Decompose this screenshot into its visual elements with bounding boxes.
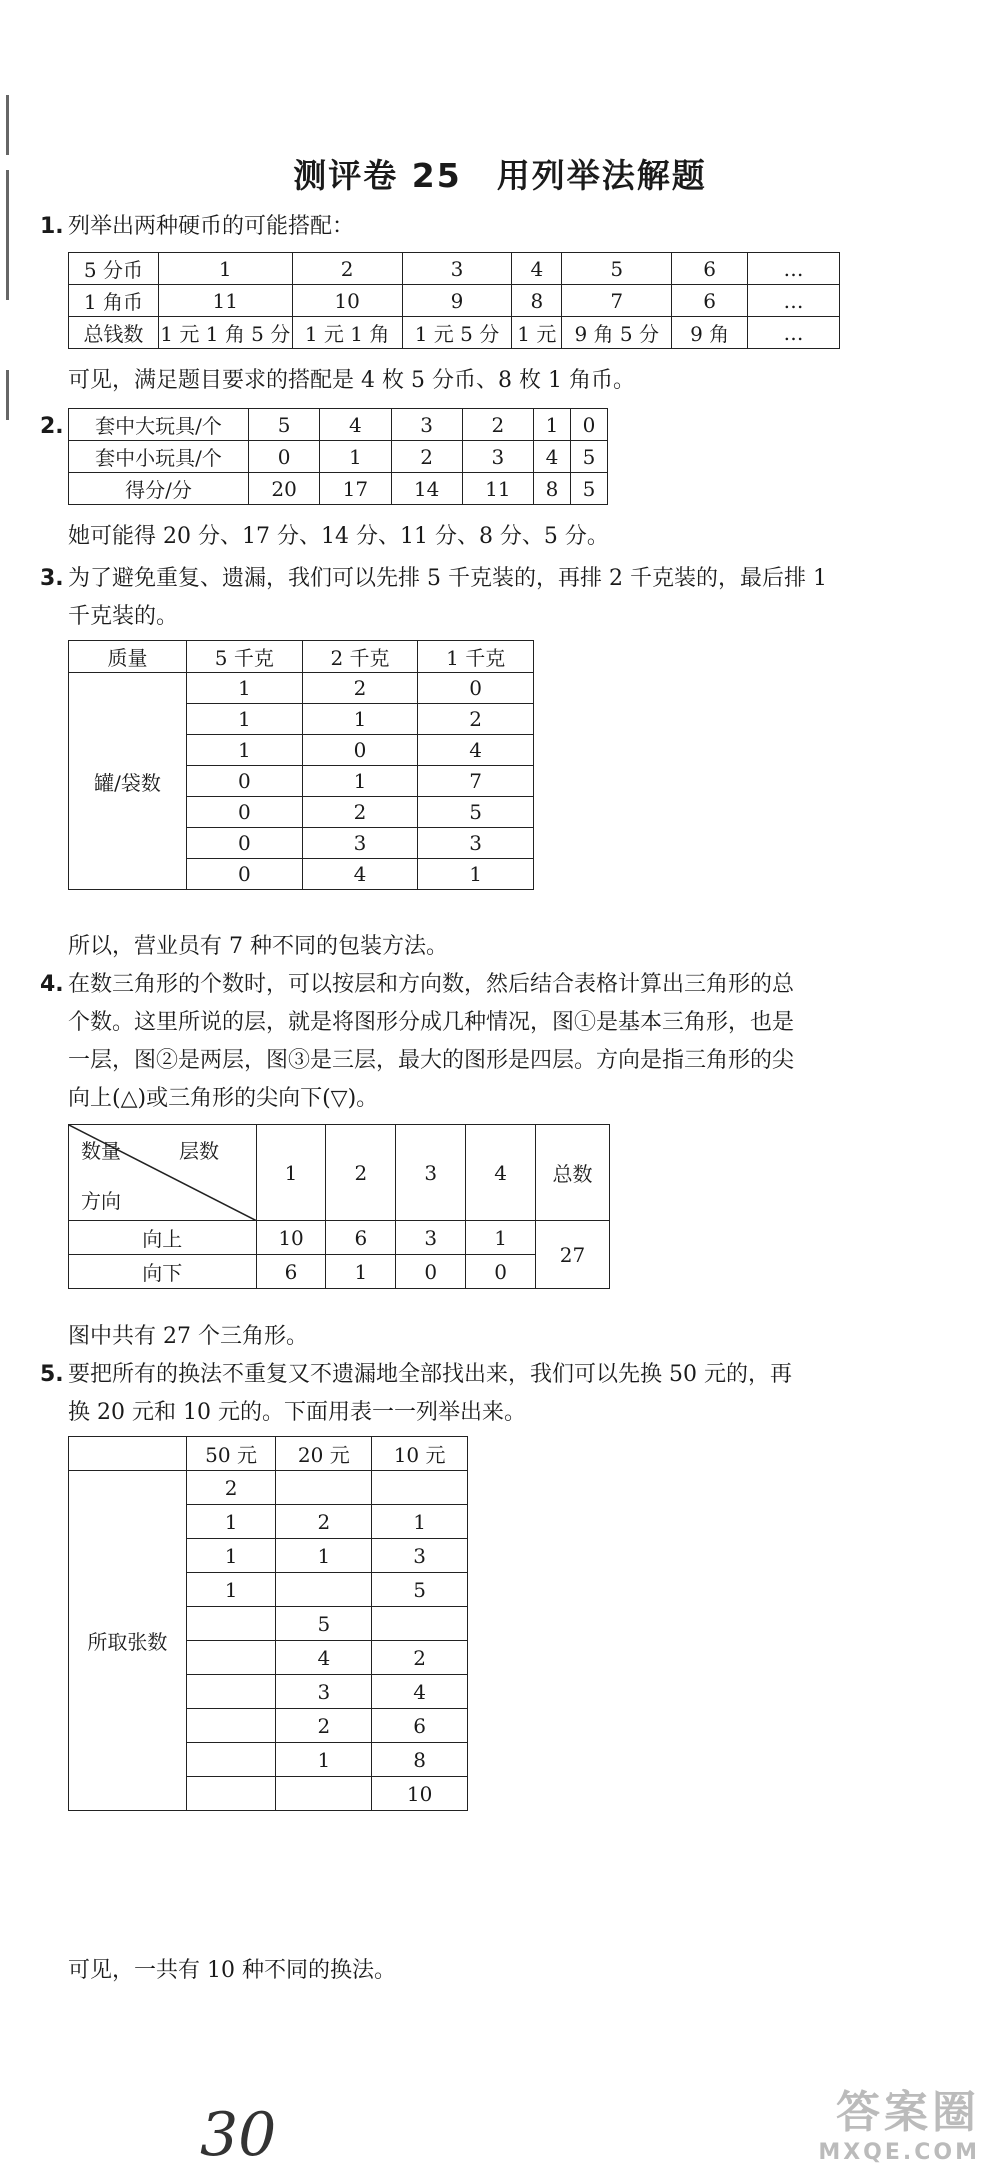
watermark-url: MXQE.COM [818,2140,980,2165]
table-cell [372,1607,468,1641]
page-title: 测评卷 25 用列举法解题 [293,156,707,195]
table-row [69,673,534,704]
table-cell: 1 元 1 角 5 分 [158,317,292,349]
table-cell: 2 [372,1641,468,1675]
table-row [69,253,840,285]
table-cell: 9 角 [672,317,748,349]
table-cell: 1 [276,1743,372,1777]
table-row [69,317,840,349]
table-cell: 2 [302,797,418,828]
table-cell [186,1777,276,1811]
table-cell: 4 [320,409,391,441]
table-cell: 5 [276,1607,372,1641]
table-cell [372,1471,468,1505]
q4-conclusion: 图中共有 27 个三角形。 [68,1324,308,1349]
table-cell: 6 [372,1709,468,1743]
row-header: 得分/分 [69,473,249,505]
table-cell: 0 [396,1255,466,1289]
question-number: 3. [40,566,64,591]
question-3 [40,560,920,598]
table-cell: 1 [466,1221,536,1255]
table-cell: 6 [326,1221,396,1255]
q2-conclusion: 她可能得 20 分、17 分、14 分、11 分、8 分、5 分。 [68,524,609,549]
column-header [69,1437,187,1471]
question-4 [40,966,920,1004]
corner-label-quantity: 数量 [81,1139,121,1163]
table-cell: 1 [302,704,418,735]
table-cell: … [748,253,840,285]
question-5 [40,1356,920,1394]
table-cell: 10 [292,285,402,317]
q5-conclusion: 可见，一共有 10 种不同的换法。 [68,1958,396,1983]
table-cell: 1 [372,1505,468,1539]
table-cell: 3 [372,1539,468,1573]
table-cell: 1 [418,859,534,890]
row-group-label: 罐/袋数 [69,673,187,890]
row-group-label: 所取张数 [69,1471,187,1811]
table-cell: … [748,285,840,317]
table-row [69,441,608,473]
table-cell: 0 [249,441,320,473]
table-cell: 0 [187,797,303,828]
question-number: 1. [40,214,64,239]
table-cell: 11 [462,473,533,505]
table-cell: 4 [276,1641,372,1675]
q1-conclusion: 可见，满足题目要求的搭配是 4 枚 5 分币、8 枚 1 角币。 [68,368,635,393]
table-cell: 2 [462,409,533,441]
table-cell: 5 [418,797,534,828]
table-cell: 4 [372,1675,468,1709]
table-cell: 5 [570,441,607,473]
triangle-table [68,1124,610,1289]
table-cell: 2 [292,253,402,285]
table-cell: 4 [512,253,562,285]
margin-mark [6,95,9,155]
column-header: 总数 [536,1125,610,1221]
table-cell: 2 [186,1471,276,1505]
table-cell [276,1573,372,1607]
table-cell [186,1675,276,1709]
row-header: 套中大玩具/个 [69,409,249,441]
table-cell [186,1743,276,1777]
q3-conclusion: 所以，营业员有 7 种不同的包装方法。 [68,934,448,959]
table-cell: 1 [302,766,418,797]
column-header: 5 千克 [187,641,303,673]
table-cell: 7 [418,766,534,797]
table-cell: 2 [418,704,534,735]
table-cell: 1 [326,1255,396,1289]
table-cell: 1 [186,1505,276,1539]
table-cell: 1 [534,409,571,441]
table-cell: 2 [276,1709,372,1743]
table-cell: 0 [187,859,303,890]
table-cell: 6 [672,285,748,317]
table-cell: 8 [534,473,571,505]
table-cell: 3 [418,828,534,859]
question-text: 列举出两种硬币的可能搭配： [68,214,355,239]
table-cell: 1 [186,1539,276,1573]
table-cell: 0 [302,735,418,766]
table-cell [276,1777,372,1811]
corner-label-direction: 方向 [81,1189,121,1213]
coin-table [68,252,840,349]
table-cell: 3 [391,409,462,441]
column-header: 50 元 [186,1437,276,1471]
question-text: 为了避免重复、遗漏，我们可以先排 5 千克装的，再排 2 千克装的，最后排 1 [68,566,827,591]
table-cell: 3 [462,441,533,473]
table-cell: 1 [187,735,303,766]
table-cell: 8 [512,285,562,317]
table-cell: 0 [418,673,534,704]
table-cell: 1 元 5 分 [402,317,512,349]
column-header: 10 元 [372,1437,468,1471]
table-cell [186,1641,276,1675]
table-cell: … [748,317,840,349]
row-header: 向上 [69,1221,257,1255]
table-cell: 1 [276,1539,372,1573]
question-text-cont: 千克装的。 [68,604,179,629]
corner-label-layers: 层数 [179,1139,219,1163]
table-cell: 1 [186,1573,276,1607]
packing-table [68,640,534,890]
column-header: 质量 [69,641,187,673]
table-cell: 0 [466,1255,536,1289]
table-cell [276,1471,372,1505]
table-cell: 20 [249,473,320,505]
table-row [69,409,608,441]
table-cell: 6 [672,253,748,285]
table-cell: 6 [256,1255,326,1289]
column-header: 2 千克 [302,641,418,673]
table-cell: 3 [402,253,512,285]
score-table [68,408,608,505]
table-cell: 1 元 [512,317,562,349]
question-number: 2. [40,414,64,439]
table-cell: 2 [302,673,418,704]
table-cell: 3 [276,1675,372,1709]
total-cell: 27 [536,1221,610,1289]
table-cell: 5 [570,473,607,505]
row-header: 5 分币 [69,253,159,285]
table-cell: 8 [372,1743,468,1777]
question-1 [40,208,920,246]
question-text: 在数三角形的个数时，可以按层和方向数，然后结合表格计算出三角形的总 [68,972,795,997]
table-cell: 17 [320,473,391,505]
table-cell: 11 [158,285,292,317]
column-header: 1 千克 [418,641,534,673]
table-cell: 2 [276,1505,372,1539]
table-cell: 0 [187,766,303,797]
question-number: 4. [40,972,64,997]
table-cell: 3 [396,1221,466,1255]
table-row [69,1221,610,1255]
watermark-logo: 答案圈 [836,2087,980,2138]
question-text-cont: 向上(△)或三角形的尖向下(▽)。 [68,1086,379,1111]
table-row [69,473,608,505]
column-header: 1 [256,1125,326,1221]
table-cell: 5 [372,1573,468,1607]
question-text: 要把所有的换法不重复又不遗漏地全部找出来，我们可以先换 50 元的，再 [68,1362,792,1387]
money-exchange-table [68,1436,468,1811]
column-header: 3 [396,1125,466,1221]
table-cell: 10 [372,1777,468,1811]
row-header: 向下 [69,1255,257,1289]
table-cell [186,1709,276,1743]
table-cell: 1 [187,673,303,704]
column-header: 2 [326,1125,396,1221]
question-number: 5. [40,1362,64,1387]
table-cell: 1 [158,253,292,285]
question-text-cont: 换 20 元和 10 元的。下面用表一一列举出来。 [68,1400,526,1425]
table-cell [186,1607,276,1641]
table-row [69,1255,610,1289]
question-text-cont: 一层，图②是两层，图③是三层，最大的图形是四层。方向是指三角形的尖 [68,1048,795,1073]
table-cell: 0 [570,409,607,441]
table-cell: 14 [391,473,462,505]
table-cell: 4 [302,859,418,890]
column-header: 20 元 [276,1437,372,1471]
watermark [818,2076,980,2165]
table-cell: 4 [418,735,534,766]
table-row [69,1471,468,1505]
table-cell: 5 [562,253,672,285]
table-cell: 2 [391,441,462,473]
table-cell: 9 [402,285,512,317]
table-cell: 4 [534,441,571,473]
row-header: 总钱数 [69,317,159,349]
table-cell: 1 元 1 角 [292,317,402,349]
table-cell: 5 [249,409,320,441]
table-cell: 1 [187,704,303,735]
table-cell: 1 [320,441,391,473]
diagonal-header-cell [69,1125,257,1221]
table-cell: 10 [256,1221,326,1255]
column-header: 4 [466,1125,536,1221]
question-text-cont: 个数。这里所说的层，就是将图形分成几种情况，图①是基本三角形，也是 [68,1010,795,1035]
margin-mark [6,370,9,420]
row-header: 套中小玩具/个 [69,441,249,473]
table-cell: 9 角 5 分 [562,317,672,349]
row-header: 1 角币 [69,285,159,317]
table-cell: 7 [562,285,672,317]
table-cell: 3 [302,828,418,859]
page-number-handwritten: 30 [200,2100,277,2170]
table-cell: 0 [187,828,303,859]
table-row [69,285,840,317]
